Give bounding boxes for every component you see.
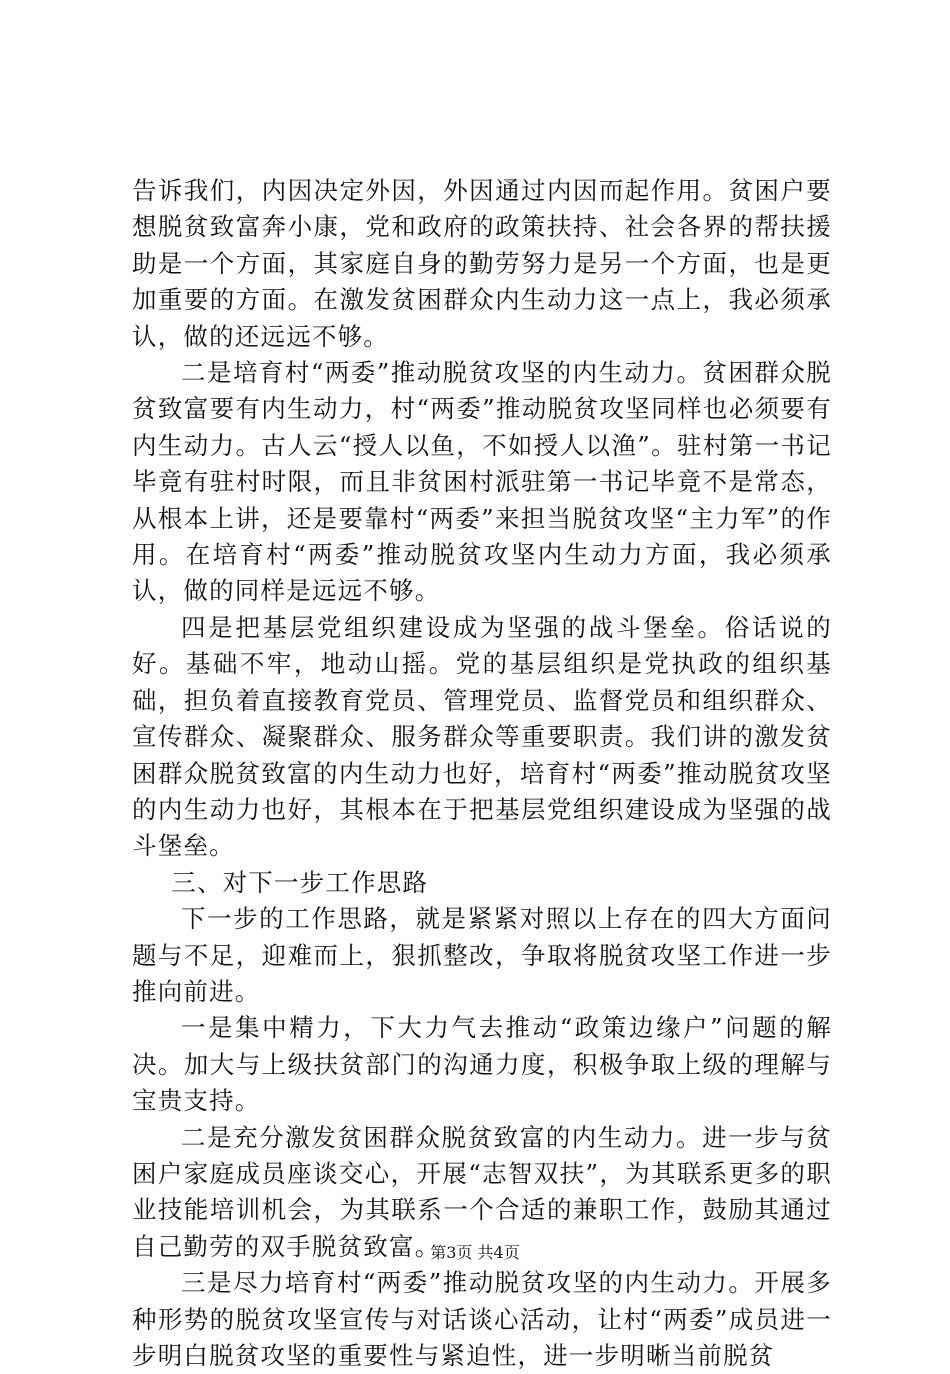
paragraph-4: 下一步的工作思路，就是紧紧对照以上存在的四大方面问题与不足，迎难而上，狠抓整改，争取将脱贫攻坚工作进一步推向前进。 — [132, 904, 832, 1006]
paragraph-5: 一是集中精力，下大力气去推动“政策边缘户”问题的解决。加大与上级扶贫部门的沟通力度，积极争取上级的理解与宝贵支持。 — [132, 1013, 832, 1116]
paragraph-6: 二是充分激发贫困群众脱贫致富的内生动力。进一步与贫困户家庭成员座谈交心，开展“志智双扶”，为其联系更多的职业技能培训机会，为其联系一个合适的兼职工作，鼓励其通过自己勤劳的双手脱贫致富。 — [132, 1122, 832, 1261]
paragraph-3: 四是把基层党组织建设成为坚强的战斗堡垒。俗话说的好。基础不牢，地动山摇。党的基层组织是党执政的组织基础，担负着直接教育党员、管理党员、监督党员和组织群众、宣传群众、凝聚群众、服务群众等重要职责。我们讲的激发贫困群众脱贫致富的内生动力也好，培育村“两委”推动脱贫攻坚的内生动力也好，其根本在于把基层党组织建设成为坚强的战斗堡垒。 — [132, 612, 832, 861]
paragraph-7: 三是尽力培育村“两委”推动脱贫攻坚的内生动力。开展多种形势的脱贫攻坚宣传与对话谈心活动，让村“两委”成员进一步明白脱贫攻坚的重要性与紧迫性，进一步明晰当前脱贫 — [132, 1268, 832, 1370]
paragraph-2: 二是培育村“两委”推动脱贫攻坚的内生动力。贫困群众脱贫致富要有内生动力，村“两委”推动脱贫攻坚同样也必须要有内生动力。古人云“授人以鱼，不如授人以渔”。驻村第一书记毕竟有驻村时限，而且非贫困村派驻第一书记毕竟不是常态，从根本上讲，还是要靠村“两委”来担当脱贫攻坚“主力军”的作用。在培育村“两委”推动脱贫攻坚内生动力方面，我必须承认，做的同样是远远不够。 — [132, 358, 832, 606]
paragraph-1: 告诉我们，内因决定外因，外因通过内因而起作用。贫困户要想脱贫致富奔小康，党和政府的政策扶持、社会各界的帮扶援助是一个方面，其家庭自身的勤劳努力是另一个方面，也是更加重要的方面。在激发贫困群众内生动力这一点上，我必须承认，做的还远远不够。 — [132, 176, 832, 351]
page-number-label: 第3页 共4页 — [430, 1243, 520, 1262]
page-footer — [0, 1243, 950, 1263]
document-body — [132, 173, 832, 1374]
section-heading: 三、对下一步工作思路 — [171, 867, 429, 897]
